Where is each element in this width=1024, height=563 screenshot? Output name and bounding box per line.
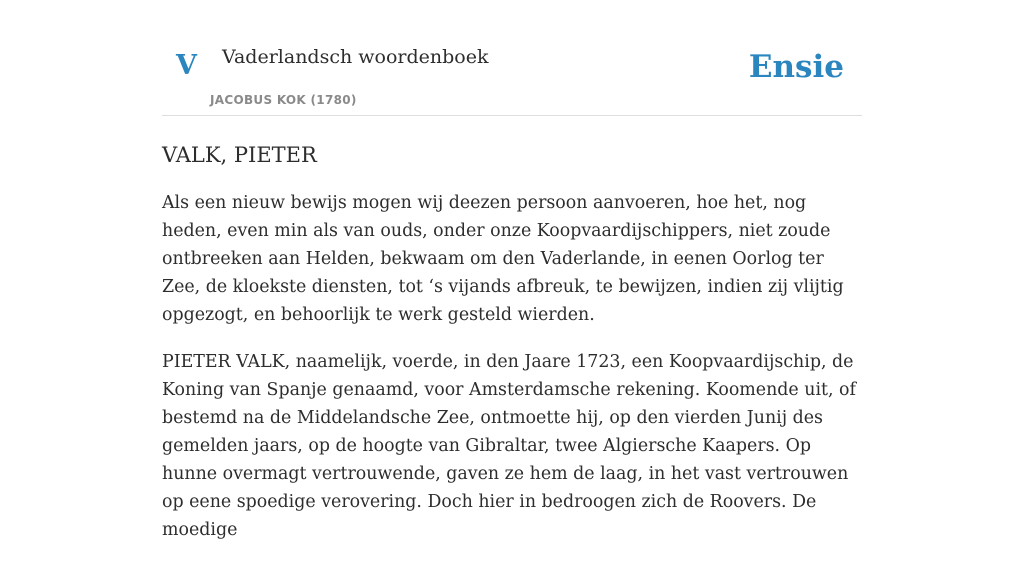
- entry-content: [162, 139, 862, 563]
- ensie-logo[interactable]: Ensie: [748, 49, 844, 85]
- book-header: [162, 0, 862, 116]
- entry-paragraph: Als een nieuw bewijs mogen wij deezen persoon aanvoeren, hoe het, nog heden, even min als van ouds, onder onze Koopvaardijschippers, niet zoude ontbreeken aan Helden, bekwaam om den Vaderlande, in eenen Oorlog ter Zee, de kloekste diensten, tot ‘s vijands afbreuk, te bewijzen, indien zij vlijtig opgezogt, en behoorlijk te werk gesteld wierden.: [162, 193, 844, 325]
- book-author: JACOBUS KOK (1780): [210, 93, 357, 107]
- book-title[interactable]: Vaderlandsch woordenboek: [222, 46, 489, 68]
- entry-title: VALK, PIETER: [162, 143, 317, 167]
- book-letter-icon[interactable]: V: [176, 50, 197, 81]
- entry-paragraph: PIETER VALK, naamelijk, voerde, in den Jaare 1723, een Koopvaardijschip, de Koning van Spanje genaamd, voor Amsterdamsche rekening. Koomende uit, of bestemd na de Middelandsche Zee, ontmoette hij, op den vierden Junij des gemelden jaars, op de hoogte van Gibraltar, twee Algiersche Kaapers. Op hunne overmagt vertrouwende, gaven ze hem de laag, in het vast vertrouwen op eene spoedige verovering. Doch hier in bedroogen zich de Roovers. De moedige: [162, 352, 856, 540]
